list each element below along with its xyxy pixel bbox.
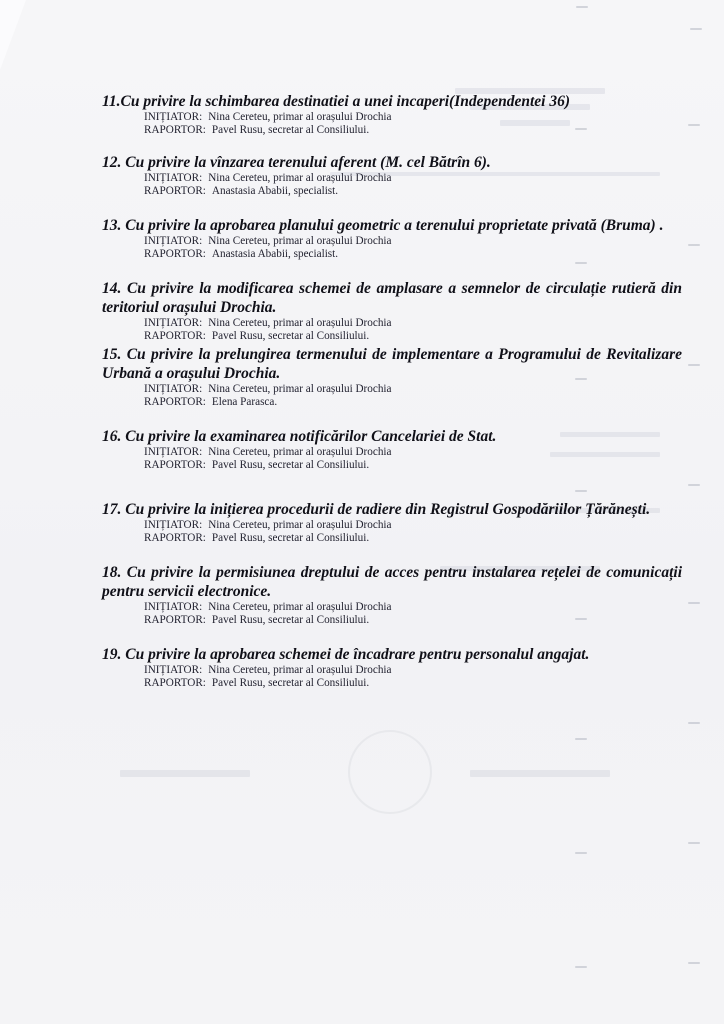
scan-speck — [688, 124, 700, 126]
initiator-line — [102, 519, 682, 532]
initiator-line — [102, 664, 682, 677]
initiator-value: Nina Cereteu, primar al orașului Drochia — [208, 446, 392, 458]
raportor-value: Pavel Rusu, secretar al Consiliului. — [211, 330, 370, 342]
agenda-item — [102, 279, 682, 343]
scan-speck — [688, 962, 700, 964]
raportor-line — [102, 532, 682, 545]
initiator-value: Nina Cereteu, primar al orașului Drochia — [208, 601, 392, 613]
raportor-value: Pavel Rusu, secretar al Consiliului. — [211, 614, 370, 626]
agenda-item-title: 11.Cu privire la schimbarea destinatiei a unei incaperi(Independentei 36) — [102, 93, 571, 110]
initiator-line — [102, 317, 682, 330]
initiator-label: INIȚIATOR: — [144, 519, 203, 531]
initiator-line — [102, 446, 682, 459]
agenda-item — [102, 563, 682, 627]
agenda-item — [102, 645, 682, 690]
agenda-list — [102, 92, 682, 690]
scan-speck — [575, 738, 587, 740]
raportor-line — [102, 459, 682, 472]
agenda-item-title: 18. Cu privire la permisiunea dreptului de acces pentru instalarea rețelei de comunicații pentru servicii electronice. — [102, 564, 682, 600]
raportor-value: Elena Parasca. — [211, 396, 278, 408]
scan-speck — [575, 852, 587, 854]
agenda-item — [102, 92, 682, 137]
initiator-line — [102, 601, 682, 614]
raportor-value: Anastasia Ababii, specialist. — [211, 185, 339, 197]
raportor-line — [102, 677, 682, 690]
initiator-value: Nina Cereteu, primar al orașului Drochia — [208, 111, 392, 123]
agenda-item-title: 13. Cu privire la aprobarea planului geometric a terenului proprietate privată (Bruma) . — [102, 217, 664, 234]
raportor-value: Pavel Rusu, secretar al Consiliului. — [211, 677, 370, 689]
raportor-value: Pavel Rusu, secretar al Consiliului. — [211, 532, 370, 544]
scan-speck — [575, 966, 587, 968]
raportor-line — [102, 614, 682, 627]
initiator-value: Nina Cereteu, primar al orașului Drochia — [208, 383, 392, 395]
initiator-value: Nina Cereteu, primar al orașului Drochia — [208, 317, 392, 329]
initiator-label: INIȚIATOR: — [144, 235, 203, 247]
agenda-item — [102, 427, 682, 472]
agenda-item-title: 16. Cu privire la examinarea notificărilor Cancelariei de Stat. — [102, 428, 497, 445]
initiator-label: INIȚIATOR: — [144, 446, 203, 458]
agenda-item-title: 15. Cu privire la prelungirea termenului de implementare a Programului de Revitalizare Urbană a orașului Drochia. — [102, 346, 682, 382]
scan-speck — [688, 722, 700, 724]
show-through-mark — [120, 770, 250, 777]
agenda-item-title: 14. Cu privire la modificarea schemei de amplasare a semnelor de circulație rutieră din teritoriul orașului Drochia. — [102, 280, 682, 316]
raportor-label: RAPORTOR: — [144, 185, 206, 197]
raportor-line — [102, 396, 682, 409]
scan-speck — [688, 364, 700, 366]
raportor-value: Pavel Rusu, secretar al Consiliului. — [211, 124, 370, 136]
raportor-line — [102, 248, 682, 261]
raportor-line — [102, 124, 682, 137]
scan-speck — [688, 842, 700, 844]
raportor-label: RAPORTOR: — [144, 330, 206, 342]
initiator-label: INIȚIATOR: — [144, 111, 203, 123]
raportor-value: Pavel Rusu, secretar al Consiliului. — [211, 459, 370, 471]
raportor-line — [102, 330, 682, 343]
initiator-value: Nina Cereteu, primar al orașului Drochia — [208, 235, 392, 247]
agenda-item-title: 12. Cu privire la vînzarea terenului aferent (M. cel Bătrîn 6). — [102, 154, 491, 171]
agenda-item — [102, 345, 682, 409]
initiator-label: INIȚIATOR: — [144, 172, 203, 184]
scan-speck — [688, 484, 700, 486]
agenda-item — [102, 153, 682, 198]
raportor-label: RAPORTOR: — [144, 124, 206, 136]
scan-speck — [690, 28, 702, 30]
agenda-item — [102, 216, 682, 261]
initiator-label: INIȚIATOR: — [144, 664, 203, 676]
agenda-item-title: 17. Cu privire la inițierea procedurii de radiere din Registrul Gospodăriilor Țărănești. — [102, 501, 651, 518]
folded-corner — [0, 0, 26, 70]
initiator-line — [102, 235, 682, 248]
initiator-value: Nina Cereteu, primar al orașului Drochia — [208, 519, 392, 531]
raportor-label: RAPORTOR: — [144, 459, 206, 471]
initiator-label: INIȚIATOR: — [144, 383, 203, 395]
raportor-label: RAPORTOR: — [144, 532, 206, 544]
initiator-value: Nina Cereteu, primar al orașului Drochia — [208, 664, 392, 676]
initiator-label: INIȚIATOR: — [144, 317, 203, 329]
scan-speck — [688, 602, 700, 604]
initiator-value: Nina Cereteu, primar al orașului Drochia — [208, 172, 392, 184]
raportor-line — [102, 185, 682, 198]
scan-speck — [688, 244, 700, 246]
raportor-label: RAPORTOR: — [144, 677, 206, 689]
show-through-stamp — [348, 730, 432, 814]
initiator-line — [102, 383, 682, 396]
initiator-line — [102, 111, 682, 124]
initiator-label: INIȚIATOR: — [144, 601, 203, 613]
raportor-value: Anastasia Ababii, specialist. — [211, 248, 339, 260]
raportor-label: RAPORTOR: — [144, 396, 206, 408]
raportor-label: RAPORTOR: — [144, 614, 206, 626]
raportor-label: RAPORTOR: — [144, 248, 206, 260]
scan-speck — [576, 6, 588, 8]
agenda-item — [102, 500, 682, 545]
agenda-item-title: 19. Cu privire la aprobarea schemei de încadrare pentru personalul angajat. — [102, 646, 590, 663]
initiator-line — [102, 172, 682, 185]
show-through-mark — [470, 770, 610, 777]
